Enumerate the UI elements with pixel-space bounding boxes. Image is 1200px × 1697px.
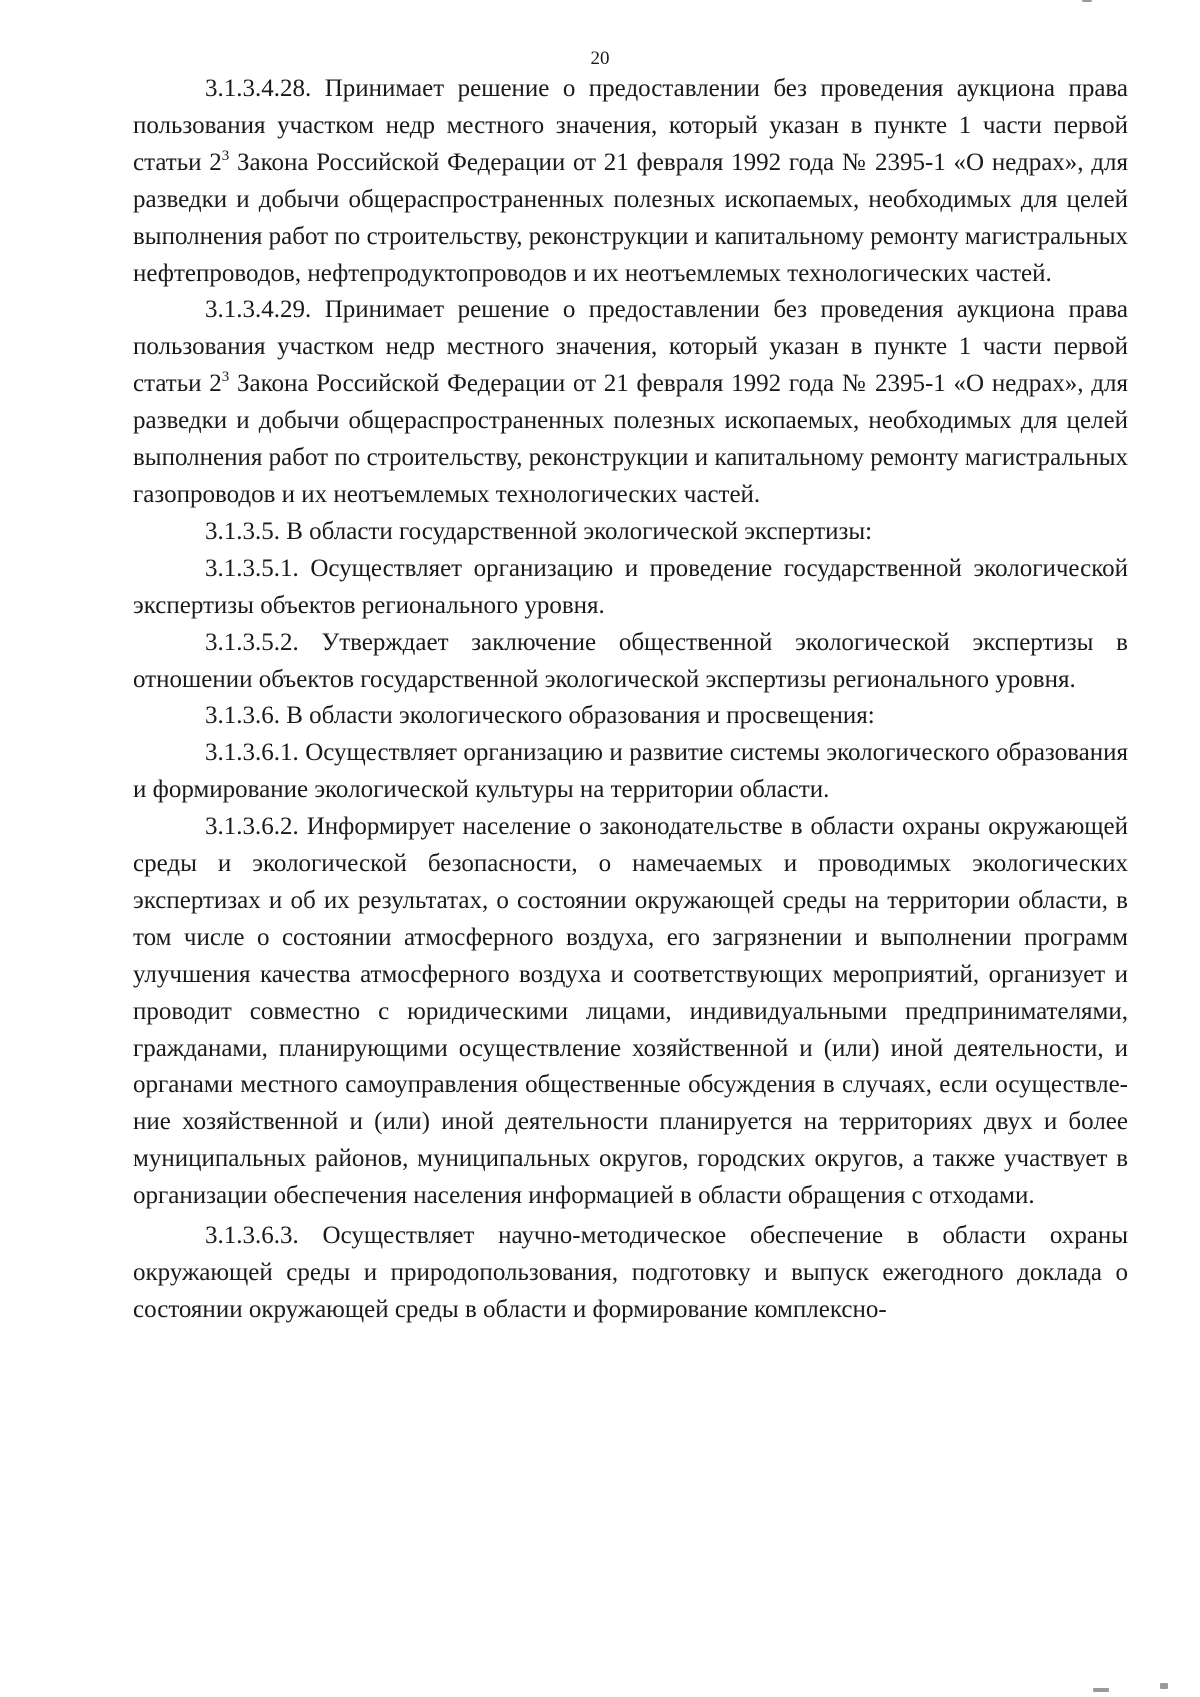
paragraph-3-1-3-6-3: 3.1.3.6.3. Осуществляет научно-методическое обеспечение в области охраны окружающей среды и природопользования, подготовку и выпуск ежегодного доклада о состоянии окружающей среды в области и формирование комплексно- — [133, 1222, 1128, 1323]
page-number: 20 — [590, 48, 610, 69]
paragraph-3-1-3-5-1: 3.1.3.5.1. Осуществляет организацию и проведение государственной экологической экспертизы объектов регионального уровня. — [133, 554, 1128, 619]
paragraph-3-1-3-5-2: 3.1.3.5.2. Утверждает заключение общественной экологической экспертизы в отношении объектов государственной экологической экспертизы регионального уровня. — [133, 628, 1128, 693]
paragraph-3-1-3-6-2: 3.1.3.6.2. Информирует население о законодательстве в области охраны окружающей среды и экологической безопасности, о намечаемых и проводимых экологических экспертизах и об их результатах, о состоянии окружающей среды на территории области, в том числе о состоянии атмосферного воздуха, его загрязнении и выполнении программ улучшения качества атмосферного воздуха и соответствующих мероприятий, организует и проводит совместно с юридическими лицами, индивидуальными предпринимателями, гражданами, планирующими осуществление хозяйственной и (или) иной деятельности, и органами местного самоуправления общественные обсуждения в случаях, если осуществление хозяйственной и (или) иной деятельности планируется на территориях двух и более муниципальных районов, муниципальных округов, городских округов, а также участвует в организации обеспечения населения информацией в области обращения с отходами. — [133, 813, 1128, 1210]
superscript-index: 3 — [221, 147, 230, 164]
paragraph-text: 3.1.3.4.29. Принимает решение о предоставлении без проведения аукциона права пользования участком недр местного значения, который указан в пункте 1 части первой статьи 2 — [133, 296, 1128, 398]
paragraph-3-1-3-6: 3.1.3.6. В области экологического образования и просвещения: — [205, 702, 875, 730]
superscript-index: 3 — [221, 369, 230, 386]
paragraph-3-1-3-4-28 — [133, 71, 1128, 292]
scan-speck-bottom-right — [1093, 1688, 1109, 1692]
paragraph-text-continued: Закона Российской Федерации от 21 февраля 1992 года № 2395-1 «О недрах», для разведки и добычи общераспространенных полезных ископаемых, необходимых для целей выполнения работ по строительству, реконструкции и капитальному ремонту магистральных нефтепроводов, нефтепродуктопроводов и их неотъемлемых технологических частей. — [133, 148, 1128, 287]
scan-speck-top-right — [1082, 0, 1092, 2]
paragraph-text-continued: Закона Российской Федерации от 21 февраля 1992 года № 2395-1 «О недрах», для разведки и добычи общераспространенных полезных ископаемых, необходимых для целей выполнения работ по строительству, реконструкции и капитальному ремонту магистральных газопроводов и их неотъемлемых технологических частей. — [133, 370, 1128, 508]
paragraph-3-1-3-5: 3.1.3.5. В области государственной экологической экспертизы: — [205, 517, 873, 545]
paragraph-text: 3.1.3.4.28. Принимает решение о предоставлении без проведения аукциона права пользования участком недр местного значения, который указан в пункте 1 части первой статьи 2 — [133, 75, 1128, 176]
paragraph-3-1-3-6-1: 3.1.3.6.1. Осуществляет организацию и развитие системы экологического образования и формирование экологической культуры на территории области. — [133, 739, 1128, 804]
scan-speck-bottom-right-2 — [1160, 1683, 1168, 1689]
paragraph-3-1-3-4-29 — [133, 292, 1128, 513]
document-body — [133, 71, 1128, 1329]
